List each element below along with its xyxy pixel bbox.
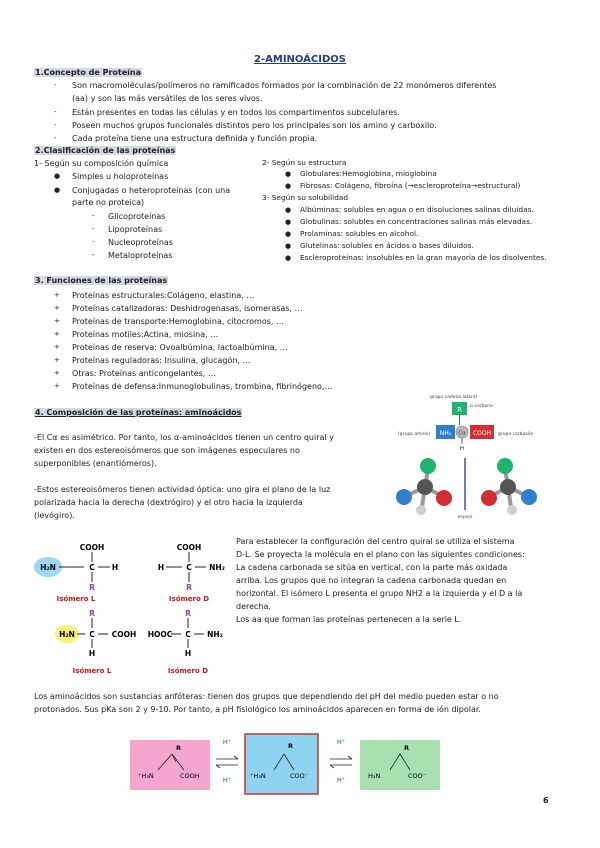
list-item: Proteínas de reserva: Ovoalbúmina, lactoalbúmina, … bbox=[72, 343, 288, 352]
paragraph-line: Los aminoácidos son sustancias anfóteras: tienen dos grupos que dependiendo del pH del medio pueden estar o no bbox=[34, 692, 499, 701]
list-item: Fibrosas: Colágeno, fibroína (→escleroproteína→estructural) bbox=[300, 181, 521, 190]
list-item: Cada proteína tiene una estructura definida y función propia. bbox=[72, 134, 318, 143]
side-chain-label: grupo cadena lateral bbox=[430, 395, 477, 400]
list-item: (aa) y son las más versátiles de los seres vivos. bbox=[72, 94, 263, 103]
svg-text:COO⁻: COO⁻ bbox=[408, 772, 427, 780]
list-item: Otras: Proteínas anticongelantes, … bbox=[72, 369, 216, 378]
equilibrium-arrows-2 bbox=[330, 738, 352, 784]
isomer-l-carboxyl bbox=[55, 609, 136, 675]
svg-text:R: R bbox=[89, 583, 95, 592]
list-item: Proteínas de transporte:Hemoglobina, citocromos, … bbox=[72, 317, 284, 326]
svg-text:Isómero L: Isómero L bbox=[56, 595, 96, 603]
page-title: 2-AMINOÁCIDOS bbox=[254, 54, 346, 65]
anion-box bbox=[360, 740, 440, 790]
left-enantiomer-model bbox=[396, 458, 452, 515]
list-item: Proteínas motiles:Actina, miosina, … bbox=[72, 330, 219, 339]
equilibrium-arrows-1 bbox=[216, 738, 238, 784]
section-1-heading: 1.Concepto de Proteína bbox=[35, 68, 141, 77]
section-2-heading: 2.Clasificación de las proteínas bbox=[35, 146, 176, 155]
svg-text:⁺H₃N: ⁺H₃N bbox=[138, 772, 154, 780]
svg-text:H: H bbox=[157, 563, 165, 572]
svg-text:H₂N: H₂N bbox=[59, 630, 75, 639]
list-item: Simples u holoproteínas bbox=[72, 172, 169, 181]
paragraph-line: -El Cα es asimétrico. Por tanto, los α-aminoácidos tienen un centro quiral y bbox=[34, 433, 334, 442]
svg-text:H⁺: H⁺ bbox=[336, 738, 346, 746]
paragraph-line: arriba. Los grupos que no integran la cadena carbonada quedan en bbox=[236, 576, 507, 585]
cation-box bbox=[130, 740, 210, 790]
svg-text:COOH: COOH bbox=[111, 630, 137, 639]
svg-text:NH₂: NH₂ bbox=[209, 563, 225, 572]
paragraph-line: (levógiro). bbox=[34, 511, 75, 520]
right-enantiomer-model bbox=[481, 458, 537, 515]
svg-text:H: H bbox=[111, 563, 119, 572]
mirror-label: espejo bbox=[457, 515, 473, 520]
paragraph-line: polarizada hacia la derecha (dextrógiro) y el otro hacia la izquierda bbox=[34, 498, 303, 507]
page-number: 6 bbox=[543, 796, 549, 805]
paragraph-line: Los aa que forman las proteínas pertenecen a la serie L. bbox=[236, 615, 462, 624]
paragraph-line: derecha. bbox=[236, 602, 271, 611]
list-item: Lipoproteínas bbox=[108, 225, 163, 234]
paragraph-line: La cadena carbonada se sitúa en vertical, con la parte más oxidada bbox=[236, 563, 508, 572]
svg-text:H₂N: H₂N bbox=[40, 563, 56, 572]
paragraph-line: protonados. Sus pKa son 2 y 9-10. Por tanto, a pH fisiológico los aminoácidos aparecen en forma de ión dipolar. bbox=[34, 705, 481, 714]
svg-text:C: C bbox=[186, 563, 192, 572]
list-item: Poseen muchos grupos funcionales distintos pero los principales son los amino y carboxilo. bbox=[72, 121, 437, 130]
svg-text:Isómero D: Isómero D bbox=[167, 667, 209, 675]
classification-structure-title: 2- Según su estructura bbox=[262, 158, 347, 167]
svg-text:H⁺: H⁺ bbox=[336, 776, 346, 784]
amino-label: (grupo amino) bbox=[398, 432, 431, 437]
svg-text:COOH: COOH bbox=[176, 543, 202, 552]
list-item: Conjugadas o heteroproteínas (con una bbox=[72, 186, 231, 195]
h-text: H bbox=[459, 446, 465, 452]
list-item: Glutelinas: solubles en ácidos o bases diluidos. bbox=[300, 241, 474, 250]
amino-acid-structure-diagram bbox=[370, 392, 570, 524]
list-item: Escleroproteínas: insolubles en la gran mayoría de los disolventes. bbox=[300, 253, 547, 262]
svg-text:Isómero D: Isómero D bbox=[168, 595, 210, 603]
paragraph-line: superponibles (enantiómeros). bbox=[34, 459, 157, 468]
paragraph-line: -Estos estereoisómeros tienen actividad óptica: uno gira el plano de la luz bbox=[34, 485, 331, 494]
alpha-carbon-label: α-carbono bbox=[470, 404, 493, 409]
svg-text:H: H bbox=[184, 649, 192, 658]
svg-text:COOH: COOH bbox=[180, 772, 200, 780]
paragraph-line: D-L. Se proyecta la molécula en el plano con las siguientes condiciones: bbox=[236, 550, 525, 559]
list-item: Albúminas: solubles en agua o en disoluciones salinas diluidas. bbox=[300, 205, 534, 214]
svg-text:Isómero L: Isómero L bbox=[72, 667, 112, 675]
svg-text:R: R bbox=[89, 609, 95, 618]
svg-text:H₂N: H₂N bbox=[368, 772, 381, 780]
carboxyl-label: grupo carboxilo bbox=[498, 432, 534, 437]
svg-text:NH₂: NH₂ bbox=[207, 630, 223, 639]
list-item: Metaloproteínas bbox=[108, 251, 173, 260]
classification-solubility-title: 3- Según su solubilidad bbox=[262, 193, 349, 202]
list-item: Proteínas reguladoras: Insulina, glucagón, … bbox=[72, 356, 251, 365]
svg-text:C: C bbox=[89, 630, 95, 639]
section-3-heading: 3. Funciones de las proteínas bbox=[35, 276, 168, 285]
isomer-projections bbox=[30, 538, 240, 678]
svg-text:H⁺: H⁺ bbox=[222, 738, 232, 746]
list-item: parte no proteica) bbox=[72, 198, 145, 207]
paragraph-line: horizontal. El isómero L presenta el grupo NH2 a la izquierda y el D a la bbox=[236, 589, 523, 598]
isomer-d-carboxyl bbox=[148, 609, 223, 675]
nh2-text: NH₂ bbox=[439, 430, 452, 437]
list-item: Prolaminas: solubles en alcohol. bbox=[300, 229, 419, 238]
svg-text:R: R bbox=[404, 744, 410, 752]
svg-text:H: H bbox=[88, 649, 96, 658]
zwitterion-box bbox=[245, 734, 318, 794]
r-text: R bbox=[457, 406, 462, 414]
list-item: Proteínas estructurales:Colágeno, elastina, … bbox=[72, 291, 255, 300]
svg-text:R: R bbox=[176, 744, 182, 752]
alpha-c-text: Cα bbox=[458, 430, 466, 437]
list-item: Globulares:Hemoglobina, mioglobina bbox=[300, 169, 437, 178]
svg-text:C: C bbox=[185, 630, 191, 639]
svg-text:HOOC: HOOC bbox=[147, 630, 173, 639]
svg-text:COO⁻: COO⁻ bbox=[290, 772, 309, 780]
svg-text:⁺H₃N: ⁺H₃N bbox=[250, 772, 266, 780]
list-item: Nucleoproteínas bbox=[108, 238, 173, 247]
cooh-text: COOH bbox=[472, 430, 492, 437]
paragraph-line: existen en dos estereoisómeros que son imágenes especulares no bbox=[34, 446, 300, 455]
list-item: Proteínas de defensa:Inmunoglobulinas, trombina, fibrinógeno,… bbox=[72, 382, 333, 391]
list-item: Son macromoléculas/polímeros no ramificados formados por la combinación de 22 monómeros diferentes bbox=[72, 81, 497, 90]
isomer-l-amino bbox=[34, 543, 118, 603]
classification-chem-title: 1- Según su composición química bbox=[34, 159, 169, 168]
isomer-d-amino bbox=[158, 543, 225, 603]
list-item: Globulinas: solubles en concentraciones salinas más elevadas. bbox=[300, 217, 533, 226]
svg-text:R: R bbox=[186, 583, 192, 592]
svg-text:H⁺: H⁺ bbox=[222, 776, 232, 784]
svg-text:R: R bbox=[288, 742, 294, 750]
svg-text:C: C bbox=[89, 563, 95, 572]
list-item: Proteínas catalizadoras: Deshidrogenasas, isomerasas, … bbox=[72, 304, 303, 313]
paragraph-line: Para establecer la configuración del centro quiral se utiliza el sistema bbox=[236, 537, 515, 546]
zwitterion-equilibrium bbox=[128, 732, 448, 800]
list-item: Glicoproteínas bbox=[108, 212, 166, 221]
svg-text:R: R bbox=[185, 609, 191, 618]
section-4-heading: 4. Composición de las proteínas: aminoácidos bbox=[35, 408, 242, 417]
svg-text:COOH: COOH bbox=[79, 543, 105, 552]
list-item: Están presentes en todas las células y en todos los compartimentos subcelulares. bbox=[72, 108, 400, 117]
